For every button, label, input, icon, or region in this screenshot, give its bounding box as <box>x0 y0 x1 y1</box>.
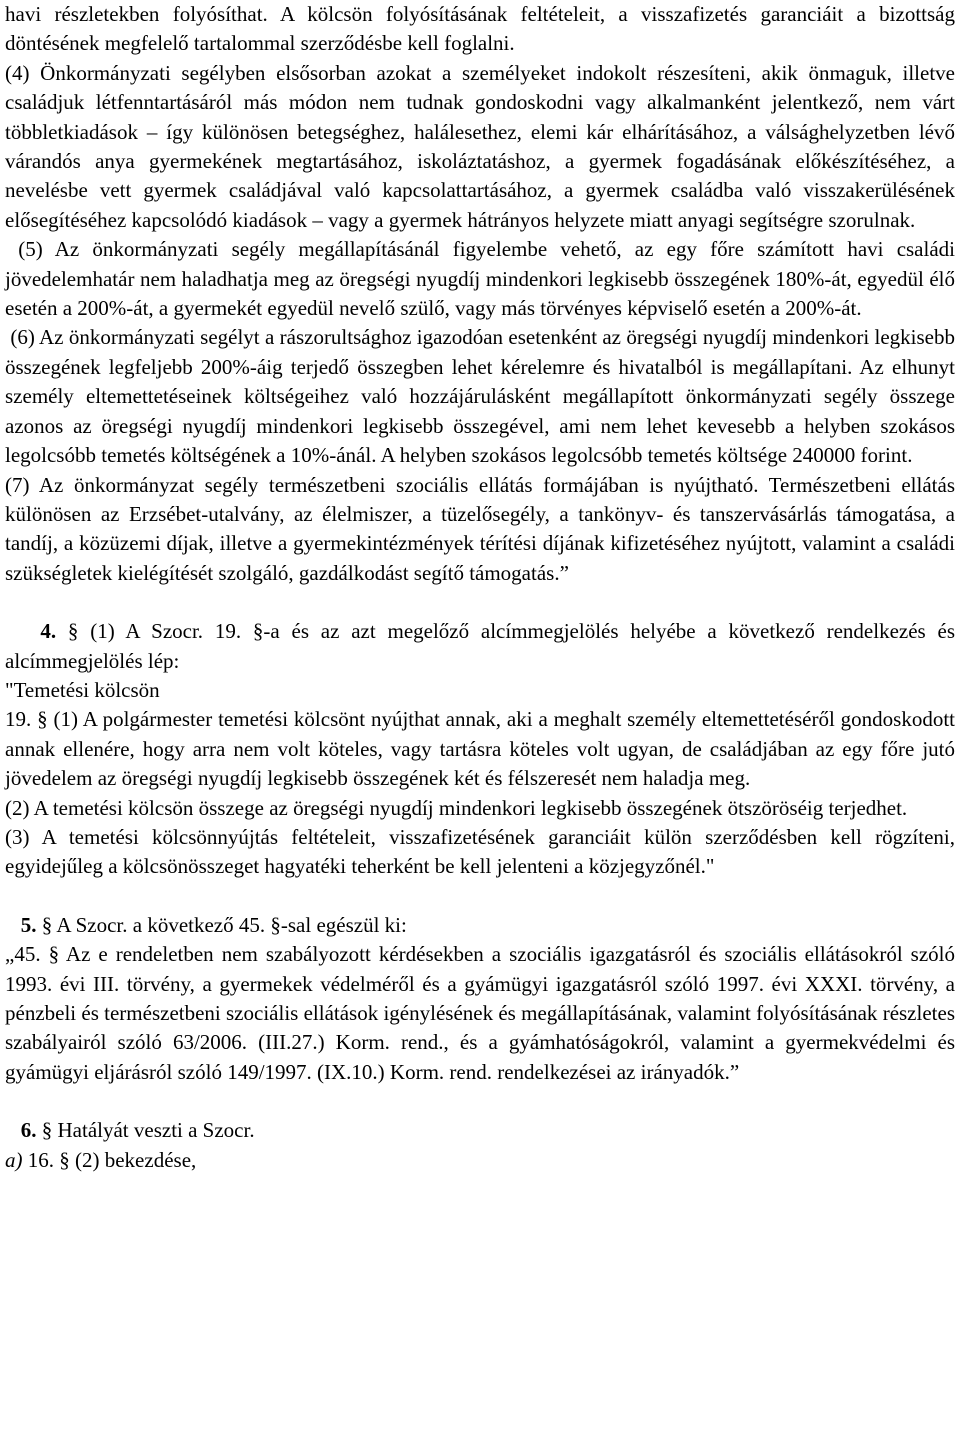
section-5-heading <box>5 911 955 940</box>
list-item-a <box>5 1146 955 1175</box>
section-6-heading <box>5 1116 955 1145</box>
section-6-text: § Hatályát veszti a Szocr. <box>36 1118 255 1143</box>
paragraph-4: (4) Önkormányzati segélyben elsősorban azokat a személyeket indokolt részesíteni, akik önmaguk, illetve családjuk létfenntartásáról más módon nem tudnak gondoskodni vagy alkalmanként jelentkező, nem várt többletkiadások – így különösen betegséghez, halálesethez, elemi kár elhárításához, a válsághelyzetben lévő várandós anya gyermekének megtartásához, iskoláztatáshoz, a gyermek fogadásának előkészítéséhez, a nevelésbe vett gyermek családjával való kapcsolattartásához, a gyermek családba való visszakerülésének elősegítéséhez kapcsolódó kiadások – vagy a gyermek hátrányos helyzete miatt anyagi segítségre szorulnak. <box>5 60 955 232</box>
section-4-text: § (1) A Szocr. 19. §-a és az azt megelőző alcímmegjelölés helyébe a következő rendelkezés és alcímmegjelölés lép: <box>5 619 960 673</box>
spacer <box>5 882 955 911</box>
section-5-number: 5. <box>20 912 37 937</box>
section-4-heading <box>5 617 960 676</box>
spacer <box>5 588 955 617</box>
paragraph-5: (5) Az önkormányzati segély megállapításánál figyelembe vehető, az egy főre számított havi családi jövedelemhatár nem haladhatja meg az öregségi nyugdíj mindenkori legkisebb összegének 180%-át, egyedül élő esetén a 200%-át, a gyermekét egyedül nevelő szülő, vagy más törvényes képviselő esetén a 200%-át. <box>5 237 960 321</box>
section-19-paragraph-3: (3) A temetési kölcsönnyújtás feltételeit, visszafizetésének garanciáit külön szerződésben kell rögzíteni, egyidejűleg a kölcsönösszeget hagyatéki teherként be kell jelenteni a közjegyzőnél." <box>5 824 955 879</box>
document-page <box>5 0 960 1175</box>
list-item-a-text: 16. § (2) bekezdése, <box>22 1147 197 1172</box>
section-19-paragraph-2: (2) A temetési kölcsön összege az öregségi nyugdíj mindenkori legkisebb összegének ötszöröséig terjedhet. <box>5 795 908 820</box>
list-item-a-label: a) <box>5 1147 23 1172</box>
quote-title: "Temetési kölcsön <box>5 677 160 702</box>
section-19-paragraph-1: 19. § (1) A polgármester temetési kölcsönt nyújthat annak, aki a meghalt személy eltemettetéséről gondoskodott annak ellenére, hogy arra nem volt köteles, vagy tartásra köteles volt ugyan, de családjában az egy főre jutó jövedelem az öregségi nyugdíj legkisebb összegének két és félszeresét nem haladja meg. <box>5 707 955 791</box>
spacer <box>5 1087 955 1116</box>
section-6-number: 6. <box>20 1118 37 1143</box>
paragraph-6: (6) Az önkormányzati segélyt a rászorultsághoz igazodóan esetenként az öregségi nyugdíj mindenkori legkisebb összegének legfeljebb 200%-áig terjedő összegben lehet kérelemre és hivatalból is megállapítani. Az elhunyt személy eltemettetéseinek költségeihez való hozzájárulásként megállapított önkormányzati segély összege azonos az öregségi nyugdíj mindenkori legkisebb összegével, ami nem lehet kevesebb a helyben szokásos legolcsóbb temetés költségének a 10%-ánál. A helyben szokásos legolcsóbb temetés költsége 240000 forint. <box>5 325 960 468</box>
section-5-text: § A Szocr. a következő 45. §-sal egészül ki: <box>36 912 407 937</box>
paragraph-7: (7) Az önkormányzat segély természetbeni szociális ellátás formájában is nyújtható. Természetbeni ellátás különösen az Erzsébet-utalvány, az élelmiszer, a tüzelősegély, a tankönyv- és tanszervásárlás támogatása, a tandíj, a közüzemi díjak, illetve a gyermekintézmények térítési díjának kifizetéséhez nyújtott, valamint a családi szükségletek kielégítését szolgáló, gazdálkodást segítő támogatás.” <box>5 472 955 585</box>
paragraph-loan-conditions: havi részletekben folyósíthat. A kölcsön folyósításának feltételeit, a visszafizetés garanciáit a bizottság döntésének megfelelő tartalommal szerződésbe kell foglalni. <box>5 2 955 56</box>
section-4-number: 4. <box>40 619 57 644</box>
section-45-paragraph: „45. § Az e rendeletben nem szabályozott kérdésekben a szociális igazgatásról és szociális ellátásokról szóló 1993. évi III. törvény, a gyermekek védelméről és a gyámügyi igazgatásról szóló 1997. évi XXXI. törvény, a pénzbeli és természetbeni szociális ellátások igénylésének és megállapításának, valamint folyósításának részletes szabályairól szóló 63/2006. (III.27.) Korm. rend., és a gyámhatóságokról, valamint a gyermekvédelmi és gyámügyi eljárásról szóló 149/1997. (IX.10.) Korm. rend. rendelkezései az irányadók.” <box>5 942 955 1084</box>
